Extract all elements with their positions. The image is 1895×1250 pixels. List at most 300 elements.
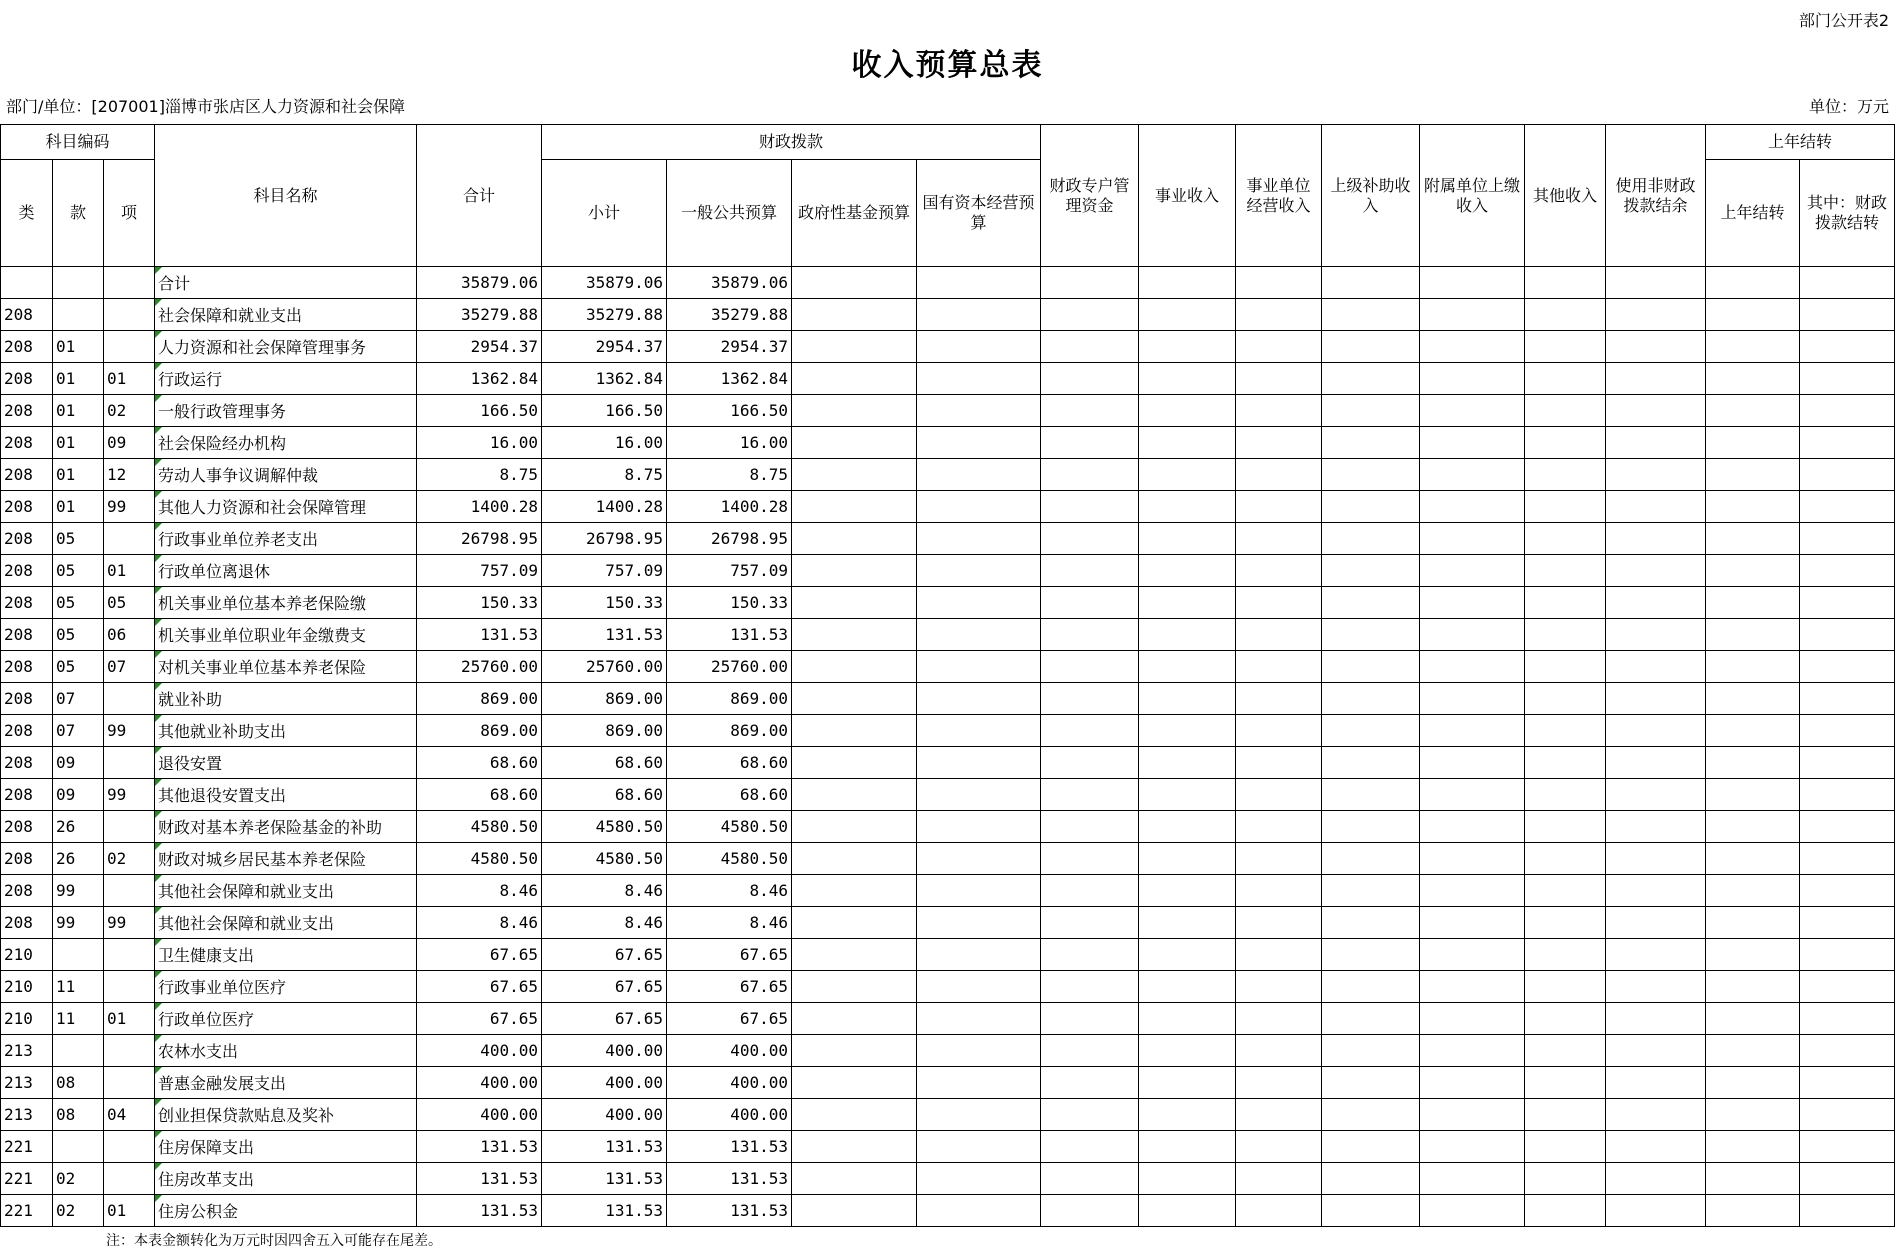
table-row bbox=[1, 587, 1895, 619]
cell-general-budget: 4580.50 bbox=[667, 843, 792, 875]
cell-sub: 99 bbox=[104, 491, 155, 523]
cell-empty bbox=[1139, 267, 1236, 299]
cell-empty bbox=[792, 843, 917, 875]
cell-empty bbox=[1525, 1195, 1606, 1227]
cell-sub: 06 bbox=[104, 619, 155, 651]
header-fiscal-carryover: 其中：财政拨款结转 bbox=[1800, 160, 1895, 267]
table-row bbox=[1, 651, 1895, 683]
cell-empty bbox=[1236, 715, 1322, 747]
cell-empty bbox=[1706, 299, 1800, 331]
cell-empty bbox=[1525, 267, 1606, 299]
cell-general-budget: 8.75 bbox=[667, 459, 792, 491]
cell-subtotal: 1362.84 bbox=[542, 363, 667, 395]
cell-empty bbox=[1139, 971, 1236, 1003]
cell-empty bbox=[1606, 875, 1706, 907]
cell-total: 67.65 bbox=[417, 971, 542, 1003]
cell-empty bbox=[1420, 395, 1525, 427]
cell-empty bbox=[1525, 747, 1606, 779]
cell-general-budget: 131.53 bbox=[667, 619, 792, 651]
cell-general-budget: 68.60 bbox=[667, 747, 792, 779]
cell-empty bbox=[1800, 1067, 1895, 1099]
cell-empty bbox=[1800, 971, 1895, 1003]
cell-subtotal: 400.00 bbox=[542, 1067, 667, 1099]
table-row bbox=[1, 523, 1895, 555]
cell-empty bbox=[1236, 779, 1322, 811]
cell-empty bbox=[1800, 651, 1895, 683]
table-row bbox=[1, 875, 1895, 907]
table-row bbox=[1, 1195, 1895, 1227]
cell-subject-name: 其他社会保障和就业支出 bbox=[155, 875, 417, 907]
cell-empty bbox=[1322, 811, 1420, 843]
cell-empty bbox=[1322, 427, 1420, 459]
cell-cat: 208 bbox=[1, 331, 53, 363]
cell-empty bbox=[1606, 363, 1706, 395]
cell-empty bbox=[1322, 875, 1420, 907]
table-row bbox=[1, 843, 1895, 875]
cell-general-budget: 400.00 bbox=[667, 1067, 792, 1099]
cell-subject-name: 行政运行 bbox=[155, 363, 417, 395]
cell-empty bbox=[1420, 1003, 1525, 1035]
header-cat: 类 bbox=[1, 160, 53, 267]
cell-sub: 04 bbox=[104, 1099, 155, 1131]
cell-empty bbox=[917, 1035, 1041, 1067]
cell-sub bbox=[104, 971, 155, 1003]
cell-empty bbox=[1800, 491, 1895, 523]
cell-empty bbox=[792, 1035, 917, 1067]
cell-empty bbox=[1236, 587, 1322, 619]
cell-cat: 208 bbox=[1, 427, 53, 459]
cell-empty bbox=[1236, 427, 1322, 459]
cell-empty bbox=[1322, 1195, 1420, 1227]
cell-item bbox=[53, 267, 104, 299]
cell-empty bbox=[1139, 1195, 1236, 1227]
footnote: 注：本表金额转化为万元时因四舍五入可能存在尾差。 bbox=[106, 1233, 442, 1249]
cell-empty bbox=[1139, 363, 1236, 395]
cell-general-budget: 25760.00 bbox=[667, 651, 792, 683]
cell-sub: 99 bbox=[104, 715, 155, 747]
cell-item: 05 bbox=[53, 651, 104, 683]
cell-empty bbox=[1800, 1131, 1895, 1163]
cell-empty bbox=[917, 299, 1041, 331]
cell-empty bbox=[1800, 363, 1895, 395]
cell-empty bbox=[1322, 267, 1420, 299]
cell-item: 01 bbox=[53, 427, 104, 459]
cell-empty bbox=[1525, 907, 1606, 939]
cell-general-budget: 400.00 bbox=[667, 1099, 792, 1131]
table-row bbox=[1, 939, 1895, 971]
cell-subtotal: 131.53 bbox=[542, 1131, 667, 1163]
cell-empty bbox=[1706, 747, 1800, 779]
table-row bbox=[1, 459, 1895, 491]
cell-subject-name: 其他人力资源和社会保障管理 bbox=[155, 491, 417, 523]
cell-empty bbox=[1236, 939, 1322, 971]
cell-empty bbox=[917, 907, 1041, 939]
cell-item: 01 bbox=[53, 459, 104, 491]
cell-empty bbox=[1706, 459, 1800, 491]
cell-empty bbox=[1706, 555, 1800, 587]
cell-empty bbox=[1525, 363, 1606, 395]
cell-empty bbox=[1606, 491, 1706, 523]
cell-empty bbox=[792, 747, 917, 779]
cell-item bbox=[53, 1131, 104, 1163]
cell-empty bbox=[1041, 779, 1139, 811]
cell-empty bbox=[1236, 1035, 1322, 1067]
table-row bbox=[1, 1003, 1895, 1035]
cell-empty bbox=[792, 491, 917, 523]
cell-empty bbox=[1420, 555, 1525, 587]
cell-empty bbox=[1322, 1067, 1420, 1099]
cell-empty bbox=[1525, 651, 1606, 683]
cell-empty bbox=[1322, 363, 1420, 395]
cell-empty bbox=[917, 1131, 1041, 1163]
cell-empty bbox=[917, 1163, 1041, 1195]
cell-empty bbox=[1525, 779, 1606, 811]
cell-empty bbox=[1322, 459, 1420, 491]
cell-empty bbox=[1236, 1163, 1322, 1195]
cell-empty bbox=[1139, 651, 1236, 683]
cell-total: 4580.50 bbox=[417, 811, 542, 843]
cell-empty bbox=[1606, 651, 1706, 683]
cell-subject-name: 行政事业单位医疗 bbox=[155, 971, 417, 1003]
cell-empty bbox=[1236, 363, 1322, 395]
cell-empty bbox=[1706, 875, 1800, 907]
cell-empty bbox=[1236, 459, 1322, 491]
cell-sub: 09 bbox=[104, 427, 155, 459]
header-subtotal: 小计 bbox=[542, 160, 667, 267]
cell-sub: 01 bbox=[104, 1195, 155, 1227]
cell-empty bbox=[1606, 619, 1706, 651]
cell-empty bbox=[1041, 1003, 1139, 1035]
cell-total: 1400.28 bbox=[417, 491, 542, 523]
cell-general-budget: 16.00 bbox=[667, 427, 792, 459]
cell-cat: 213 bbox=[1, 1067, 53, 1099]
cell-general-budget: 67.65 bbox=[667, 939, 792, 971]
cell-empty bbox=[1706, 939, 1800, 971]
cell-subtotal: 757.09 bbox=[542, 555, 667, 587]
header-fiscal: 财政拨款 bbox=[542, 125, 1041, 160]
cell-subject-name: 合计 bbox=[155, 267, 417, 299]
cell-empty bbox=[1525, 843, 1606, 875]
cell-empty bbox=[1041, 747, 1139, 779]
cell-empty bbox=[1800, 715, 1895, 747]
cell-empty bbox=[1420, 779, 1525, 811]
cell-empty bbox=[1420, 523, 1525, 555]
cell-empty bbox=[1139, 875, 1236, 907]
cell-empty bbox=[1525, 939, 1606, 971]
header-special-fund: 财政专户管理资金 bbox=[1041, 125, 1139, 267]
cell-empty bbox=[792, 619, 917, 651]
cell-empty bbox=[917, 939, 1041, 971]
cell-empty bbox=[1236, 523, 1322, 555]
cell-empty bbox=[1236, 683, 1322, 715]
cell-item: 08 bbox=[53, 1067, 104, 1099]
cell-empty bbox=[1139, 1067, 1236, 1099]
cell-empty bbox=[1706, 331, 1800, 363]
cell-empty bbox=[1525, 971, 1606, 1003]
cell-empty bbox=[1236, 1003, 1322, 1035]
cell-sub bbox=[104, 331, 155, 363]
cell-empty bbox=[1800, 459, 1895, 491]
cell-empty bbox=[1420, 587, 1525, 619]
cell-empty bbox=[917, 779, 1041, 811]
cell-item: 01 bbox=[53, 331, 104, 363]
cell-empty bbox=[917, 1067, 1041, 1099]
cell-cat: 208 bbox=[1, 523, 53, 555]
table-row bbox=[1, 267, 1895, 299]
cell-empty bbox=[792, 395, 917, 427]
cell-empty bbox=[1706, 843, 1800, 875]
cell-sub: 99 bbox=[104, 779, 155, 811]
table-row bbox=[1, 331, 1895, 363]
cell-empty bbox=[1606, 267, 1706, 299]
header-superior-subsidy: 上级补助收入 bbox=[1322, 125, 1420, 267]
cell-item: 01 bbox=[53, 395, 104, 427]
cell-empty bbox=[1236, 747, 1322, 779]
table-row bbox=[1, 299, 1895, 331]
cell-empty bbox=[1525, 1035, 1606, 1067]
cell-empty bbox=[792, 875, 917, 907]
cell-empty bbox=[792, 1131, 917, 1163]
cell-empty bbox=[1800, 555, 1895, 587]
cell-sub: 99 bbox=[104, 907, 155, 939]
cell-subtotal: 67.65 bbox=[542, 939, 667, 971]
cell-cat: 208 bbox=[1, 907, 53, 939]
cell-empty bbox=[1800, 939, 1895, 971]
cell-empty bbox=[792, 1003, 917, 1035]
cell-empty bbox=[1420, 907, 1525, 939]
cell-empty bbox=[1706, 1195, 1800, 1227]
cell-empty bbox=[1420, 1131, 1525, 1163]
cell-empty bbox=[1236, 267, 1322, 299]
cell-empty bbox=[1139, 619, 1236, 651]
cell-empty bbox=[1706, 363, 1800, 395]
cell-subtotal: 400.00 bbox=[542, 1099, 667, 1131]
cell-empty bbox=[1800, 1163, 1895, 1195]
cell-cat: 208 bbox=[1, 363, 53, 395]
cell-subject-name: 卫生健康支出 bbox=[155, 939, 417, 971]
cell-empty bbox=[917, 555, 1041, 587]
cell-empty bbox=[1041, 555, 1139, 587]
cell-empty bbox=[1706, 1163, 1800, 1195]
cell-cat: 221 bbox=[1, 1131, 53, 1163]
cell-empty bbox=[1139, 587, 1236, 619]
cell-empty bbox=[1606, 683, 1706, 715]
cell-subtotal: 131.53 bbox=[542, 1195, 667, 1227]
cell-empty bbox=[1322, 939, 1420, 971]
cell-total: 68.60 bbox=[417, 747, 542, 779]
cell-empty bbox=[1606, 395, 1706, 427]
cell-empty bbox=[1525, 1099, 1606, 1131]
cell-empty bbox=[1322, 683, 1420, 715]
cell-subject-name: 财政对基本养老保险基金的补助 bbox=[155, 811, 417, 843]
header-business-income: 事业收入 bbox=[1139, 125, 1236, 267]
cell-general-budget: 8.46 bbox=[667, 875, 792, 907]
page-title: 收入预算总表 bbox=[851, 48, 1044, 83]
cell-empty bbox=[1800, 619, 1895, 651]
cell-empty bbox=[917, 1099, 1041, 1131]
cell-subject-name: 住房公积金 bbox=[155, 1195, 417, 1227]
cell-sub bbox=[104, 1067, 155, 1099]
cell-general-budget: 4580.50 bbox=[667, 811, 792, 843]
cell-empty bbox=[917, 427, 1041, 459]
cell-subtotal: 8.75 bbox=[542, 459, 667, 491]
cell-empty bbox=[1525, 555, 1606, 587]
cell-empty bbox=[792, 1067, 917, 1099]
cell-empty bbox=[1236, 1195, 1322, 1227]
cell-empty bbox=[1606, 715, 1706, 747]
cell-general-budget: 35279.88 bbox=[667, 299, 792, 331]
cell-empty bbox=[1606, 331, 1706, 363]
header-gov-fund: 政府性基金预算 bbox=[792, 160, 917, 267]
header-other-income: 其他收入 bbox=[1525, 125, 1606, 267]
cell-cat: 208 bbox=[1, 587, 53, 619]
cell-empty bbox=[1706, 651, 1800, 683]
cell-empty bbox=[1139, 523, 1236, 555]
cell-subtotal: 869.00 bbox=[542, 715, 667, 747]
cell-empty bbox=[1606, 1003, 1706, 1035]
cell-empty bbox=[1420, 267, 1525, 299]
cell-empty bbox=[1606, 939, 1706, 971]
cell-subject-name: 其他社会保障和就业支出 bbox=[155, 907, 417, 939]
cell-total: 166.50 bbox=[417, 395, 542, 427]
cell-sub bbox=[104, 939, 155, 971]
cell-empty bbox=[917, 459, 1041, 491]
cell-general-budget: 68.60 bbox=[667, 779, 792, 811]
cell-sub bbox=[104, 747, 155, 779]
cell-subtotal: 68.60 bbox=[542, 779, 667, 811]
report-tag: 部门公开表2 bbox=[1798, 11, 1889, 30]
cell-empty bbox=[1706, 1035, 1800, 1067]
cell-empty bbox=[1139, 1131, 1236, 1163]
cell-general-budget: 166.50 bbox=[667, 395, 792, 427]
cell-empty bbox=[1606, 843, 1706, 875]
cell-empty bbox=[1420, 1067, 1525, 1099]
cell-total: 757.09 bbox=[417, 555, 542, 587]
cell-empty bbox=[792, 555, 917, 587]
cell-cat: 208 bbox=[1, 619, 53, 651]
cell-empty bbox=[1041, 395, 1139, 427]
cell-item: 01 bbox=[53, 491, 104, 523]
cell-empty bbox=[1139, 843, 1236, 875]
cell-subject-name: 社会保险经办机构 bbox=[155, 427, 417, 459]
cell-empty bbox=[1236, 555, 1322, 587]
cell-empty bbox=[1606, 1099, 1706, 1131]
cell-empty bbox=[1525, 587, 1606, 619]
cell-cat bbox=[1, 267, 53, 299]
table-row bbox=[1, 1099, 1895, 1131]
cell-empty bbox=[792, 971, 917, 1003]
cell-empty bbox=[1139, 1003, 1236, 1035]
cell-empty bbox=[1800, 1099, 1895, 1131]
cell-sub: 01 bbox=[104, 363, 155, 395]
header-total: 合计 bbox=[417, 125, 542, 267]
cell-empty bbox=[792, 331, 917, 363]
cell-empty bbox=[1322, 555, 1420, 587]
cell-sub bbox=[104, 811, 155, 843]
cell-cat: 208 bbox=[1, 875, 53, 907]
cell-subtotal: 1400.28 bbox=[542, 491, 667, 523]
cell-sub: 05 bbox=[104, 587, 155, 619]
cell-empty bbox=[1706, 779, 1800, 811]
cell-empty bbox=[1322, 1131, 1420, 1163]
cell-subject-name: 机关事业单位基本养老保险缴 bbox=[155, 587, 417, 619]
header-subject-name: 科目名称 bbox=[155, 125, 417, 267]
table-row bbox=[1, 363, 1895, 395]
cell-empty bbox=[1420, 1163, 1525, 1195]
cell-empty bbox=[1041, 1035, 1139, 1067]
cell-empty bbox=[1800, 1003, 1895, 1035]
cell-subtotal: 26798.95 bbox=[542, 523, 667, 555]
cell-subtotal: 869.00 bbox=[542, 683, 667, 715]
cell-empty bbox=[1420, 811, 1525, 843]
cell-item bbox=[53, 299, 104, 331]
cell-empty bbox=[1420, 715, 1525, 747]
cell-empty bbox=[1322, 619, 1420, 651]
cell-sub bbox=[104, 1131, 155, 1163]
cell-sub: 01 bbox=[104, 555, 155, 587]
cell-cat: 221 bbox=[1, 1195, 53, 1227]
cell-subtotal: 2954.37 bbox=[542, 331, 667, 363]
cell-item: 05 bbox=[53, 523, 104, 555]
cell-item: 02 bbox=[53, 1195, 104, 1227]
cell-subtotal: 68.60 bbox=[542, 747, 667, 779]
cell-empty bbox=[1139, 427, 1236, 459]
cell-empty bbox=[1322, 299, 1420, 331]
cell-empty bbox=[1800, 395, 1895, 427]
cell-subject-name: 劳动人事争议调解仲裁 bbox=[155, 459, 417, 491]
cell-empty bbox=[1525, 331, 1606, 363]
cell-cat: 208 bbox=[1, 715, 53, 747]
cell-item: 05 bbox=[53, 587, 104, 619]
cell-empty bbox=[1139, 1099, 1236, 1131]
header-prev-carryover: 上年结转 bbox=[1706, 125, 1895, 160]
cell-general-budget: 26798.95 bbox=[667, 523, 792, 555]
cell-general-budget: 67.65 bbox=[667, 1003, 792, 1035]
cell-empty bbox=[1236, 971, 1322, 1003]
cell-empty bbox=[792, 267, 917, 299]
cell-item: 11 bbox=[53, 1003, 104, 1035]
cell-empty bbox=[1606, 587, 1706, 619]
cell-empty bbox=[1706, 1131, 1800, 1163]
cell-empty bbox=[1606, 1035, 1706, 1067]
cell-empty bbox=[1041, 459, 1139, 491]
cell-cat: 208 bbox=[1, 491, 53, 523]
cell-empty bbox=[792, 779, 917, 811]
cell-sub bbox=[104, 1035, 155, 1067]
cell-empty bbox=[1322, 491, 1420, 523]
cell-empty bbox=[1041, 267, 1139, 299]
cell-empty bbox=[1322, 331, 1420, 363]
cell-empty bbox=[1236, 651, 1322, 683]
cell-empty bbox=[1322, 395, 1420, 427]
cell-empty bbox=[1606, 907, 1706, 939]
cell-empty bbox=[1525, 683, 1606, 715]
cell-empty bbox=[1800, 1195, 1895, 1227]
table-row bbox=[1, 715, 1895, 747]
cell-empty bbox=[1139, 939, 1236, 971]
cell-empty bbox=[1706, 907, 1800, 939]
cell-empty bbox=[792, 1163, 917, 1195]
cell-subtotal: 25760.00 bbox=[542, 651, 667, 683]
cell-empty bbox=[1706, 619, 1800, 651]
cell-item: 11 bbox=[53, 971, 104, 1003]
cell-empty bbox=[1800, 779, 1895, 811]
cell-empty bbox=[1525, 459, 1606, 491]
cell-cat: 208 bbox=[1, 811, 53, 843]
cell-empty bbox=[1139, 779, 1236, 811]
cell-subtotal: 4580.50 bbox=[542, 811, 667, 843]
table-row bbox=[1, 811, 1895, 843]
